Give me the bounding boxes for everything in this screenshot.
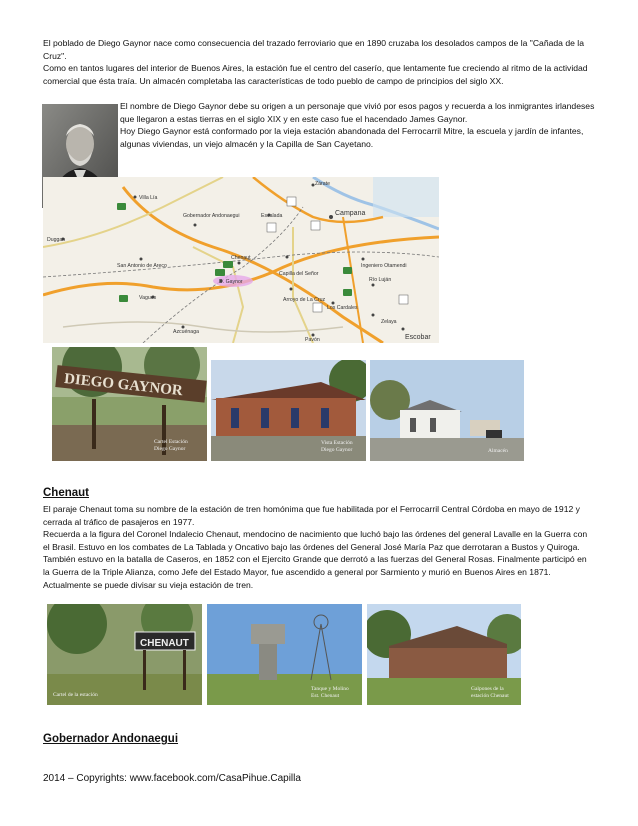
map-label-capilla: Capilla del Señor bbox=[279, 271, 319, 277]
map-label-zelaya: Zelaya bbox=[381, 319, 397, 325]
map-label-cardales: Los Cardales bbox=[327, 305, 358, 311]
map-label-duggan: Duggan bbox=[47, 237, 66, 243]
intro-paragraph-2: Como en tantos lugares del interior de Buenos Aires, la estación fue el centro del caserío, que lentamente fue creciendo al ritmo de la actividad comercial que ésta traía. Un almacén completaba las características de todo pueblo de campo de principios del siglo XX. bbox=[43, 63, 588, 86]
map-label-campana: Campana bbox=[335, 210, 366, 217]
chenaut-paragraph-1: El paraje Chenaut toma su nombre de la estación de tren homónima que fue habilitada por el Ferrocarril Central Córdoba en mayo de 1912 y cerrada al tráfico de pasajeros en 1977. bbox=[43, 504, 580, 527]
photo-gaynor-almacen-graphic bbox=[370, 360, 524, 461]
chenaut-text bbox=[43, 503, 595, 591]
photo-chenaut-shed-caption-1: Galpones de la bbox=[471, 686, 504, 692]
region-map bbox=[43, 177, 439, 343]
map-label-chenaut: Chenaut bbox=[231, 255, 251, 261]
photo-chenaut-tank bbox=[207, 604, 362, 705]
photo-chenaut-tank-caption-2: Est. Chenaut bbox=[311, 692, 340, 699]
intro-paragraph-4: Hoy Diego Gaynor está conformado por la vieja estación abandonada del Ferrocarril Mitre, la escuela y jardín de infantes, algunas viviendas, un viejo almacén y la Capilla de San Cayetano. bbox=[120, 126, 584, 149]
photo-chenaut-sign-caption bbox=[53, 692, 98, 699]
photo-chenaut-sign bbox=[47, 604, 202, 705]
photo-chenaut-shed-caption-2: estación Chenaut bbox=[471, 692, 509, 699]
photo-gaynor-station-caption-2: Diego Gaynor bbox=[321, 446, 353, 453]
photo-chenaut-sign-graphic bbox=[47, 604, 202, 705]
map-label-villa-lia: Villa Lía bbox=[139, 195, 158, 201]
intro-paragraph-1: El poblado de Diego Gaynor nace como consecuencia del trazado ferroviario que en 1890 cruzaba los desolados campos de la "Cañada de la Cruz". bbox=[43, 38, 584, 61]
photo-chenaut-tank-caption-1: Tanque y Molino bbox=[311, 686, 349, 692]
andonaegui-heading: Gobernador Andonaegui bbox=[43, 733, 179, 745]
photo-gaynor-sign-caption bbox=[154, 439, 188, 452]
map-label-azcuenaga: Azcuénaga bbox=[173, 329, 199, 335]
photo-gaynor-sign bbox=[52, 347, 207, 461]
map-label-vagues: Vagues bbox=[139, 295, 157, 301]
chenaut-paragraph-2: Recuerda a la figura del Coronel Indalecio Chenaut, mendocino de nacimiento que luchó bajo las órdenes del general Lavalle en la Guerra con el Brasil. Estuvo en los combates de La Tablada y Oncativo bajo las órdenes del General José María Paz que derrotaran a Bustos y Quiroga. También estuvo en la batalla de Caseros, en 1852 con el Ejercito Grande que derrotó a las fuerzas del General Rosas. Finalmente participó en la Guerra de la Triple Alianza, como Jefe del Estado Mayor, fue ascendido a general por Sarmiento y murió en Buenos Aires en 1871. bbox=[43, 529, 588, 577]
map-label-escobar: Escobar bbox=[405, 334, 431, 341]
chenaut-sign-text: CHENAUT bbox=[140, 638, 189, 649]
photo-chenaut-tank-caption bbox=[311, 686, 349, 699]
photo-chenaut-sign-caption-1: Cartel de la estación bbox=[53, 692, 98, 698]
photo-chenaut-shed bbox=[367, 604, 521, 705]
map-label-zarate: Zárate bbox=[315, 181, 330, 187]
page-footer: 2014 – Copyrights: www.facebook.com/CasaPihue.Capilla bbox=[43, 773, 301, 784]
map-label-d-gaynor: D. Gaynor bbox=[219, 279, 243, 285]
photo-gaynor-almacen-caption-1: Almacén bbox=[488, 448, 508, 454]
map-label-pavon: Pavón bbox=[305, 337, 320, 343]
map-label-san-antonio: San Antonio de Areco bbox=[117, 263, 167, 269]
intro-paragraph-3: El nombre de Diego Gaynor debe su origen a un personaje que vivió por esos pagos y recuerda a los inmigrantes irlandeses que llegaron a estas tierras en el siglo XIX y en este caso fue el hacendado James Gaynor. bbox=[120, 101, 595, 124]
intro-text-side bbox=[120, 100, 595, 150]
photo-chenaut-shed-caption bbox=[471, 686, 509, 699]
photo-gaynor-station-caption bbox=[321, 440, 353, 453]
map-graphic bbox=[43, 177, 439, 343]
photo-gaynor-almacen-caption bbox=[488, 448, 508, 455]
map-label-escalada: Escalada bbox=[261, 213, 283, 219]
gaynor-sign-text: DIEGO GAYNOR bbox=[63, 370, 184, 400]
chenaut-heading: Chenaut bbox=[43, 487, 89, 499]
chenaut-paragraph-3: Actualmente se puede divisar su vieja estación de tren. bbox=[43, 579, 254, 590]
map-label-otamendi: Ingeniero Otamendi bbox=[361, 263, 407, 269]
map-label-rio-lujan: Río Luján bbox=[369, 277, 392, 283]
map-label-gobernador: Gobernador Andonaegui bbox=[183, 213, 240, 219]
map-label-arroyo: Arroyo de La Cruz bbox=[283, 297, 326, 303]
intro-text-top bbox=[43, 37, 595, 87]
photo-gaynor-station bbox=[211, 360, 366, 461]
photo-gaynor-sign-caption-1: Cartel Estación bbox=[154, 439, 188, 445]
photo-gaynor-almacen bbox=[370, 360, 524, 461]
photo-gaynor-station-caption-1: Vista Estación bbox=[321, 440, 353, 446]
photo-gaynor-sign-caption-2: Diego Gaynor bbox=[154, 445, 186, 452]
